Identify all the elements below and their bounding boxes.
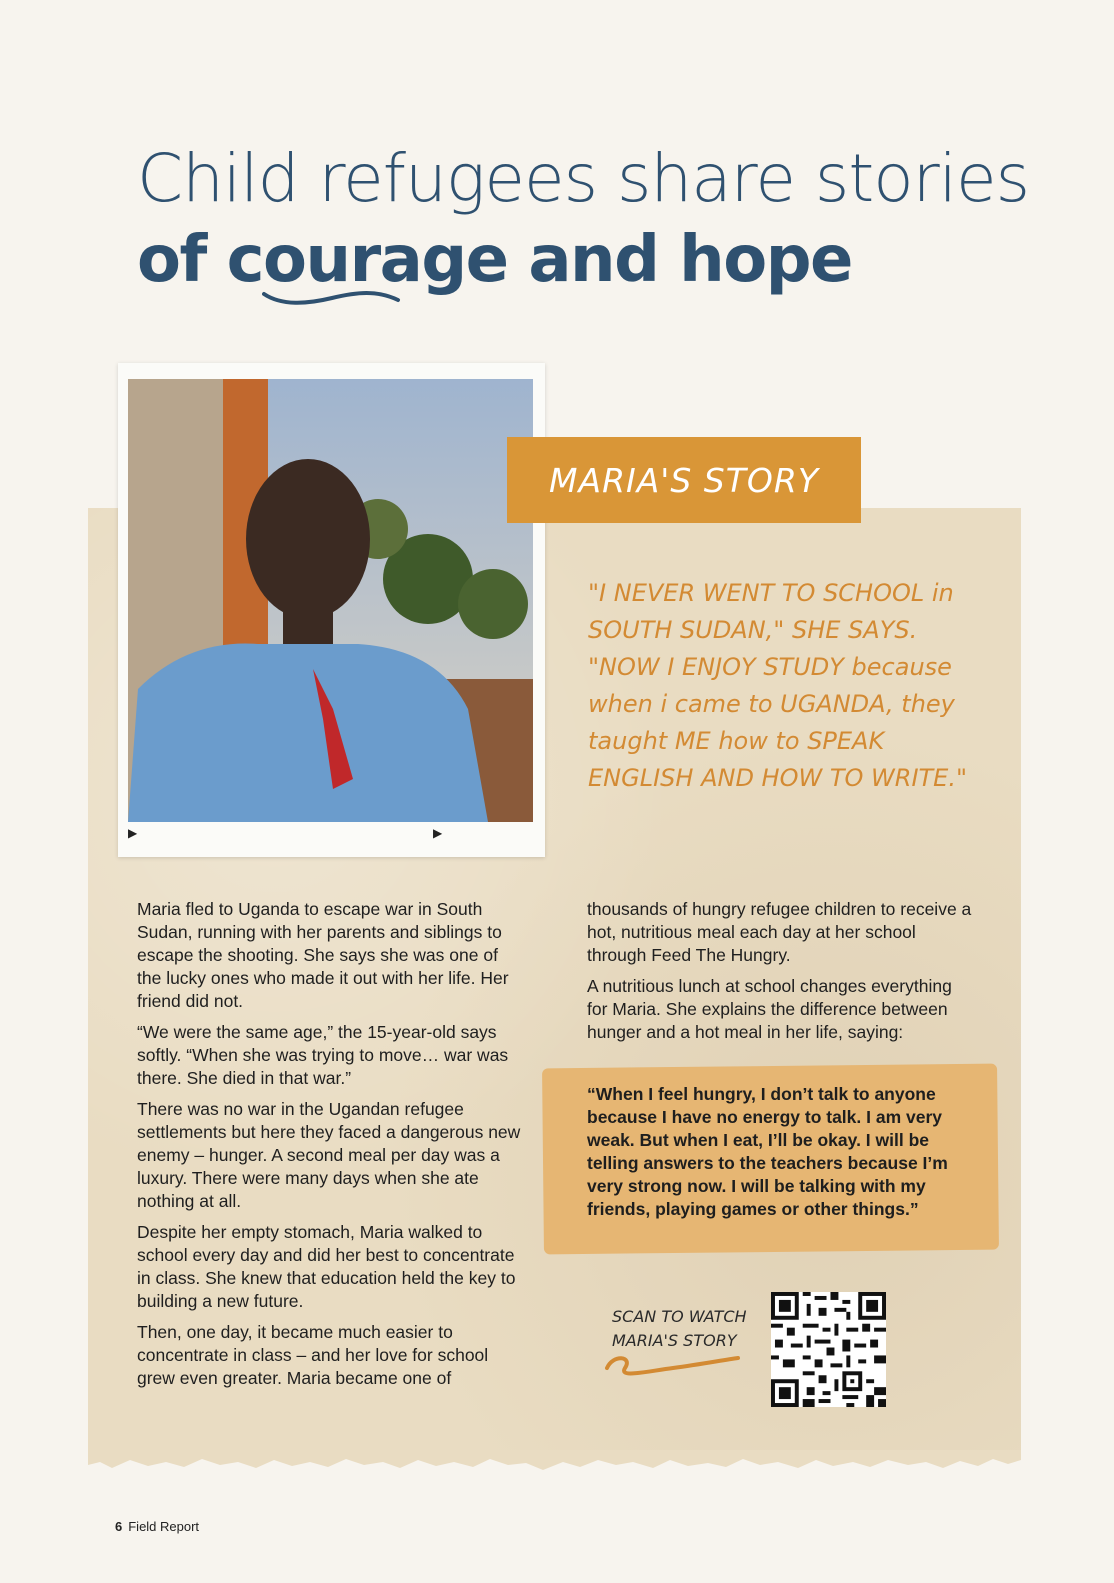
paragraph: Despite her empty stomach, Maria walked to school every day and did her best to concentrate in class. She knew that education held the key to building a new future. <box>137 1222 516 1311</box>
body-column-left <box>137 898 522 1398</box>
photo-frame <box>118 363 545 857</box>
scan-label <box>612 1305 752 1353</box>
squiggle-arrow-icon <box>603 1350 743 1380</box>
scan-label-line-2: MARIA'S STORY <box>612 1331 737 1350</box>
paragraph: Maria fled to Uganda to escape war in South Sudan, running with her parents and siblings to escape the shooting. She says she was one of the lucky ones who made it out with her life. Her friend did not. <box>137 899 509 1011</box>
paragraph: thousands of hungry refugee children to receive a hot, nutritious meal each day at her school through Feed The Hungry. <box>587 899 972 965</box>
page-footer <box>115 1519 199 1534</box>
film-arrow-icon: ▶ <box>128 826 138 840</box>
story-tag: MARIA'S STORY <box>507 437 861 523</box>
film-arrow-icon: ▶ <box>433 826 443 840</box>
torn-paper-edge <box>88 1450 1021 1482</box>
paragraph: “We were the same age,” the 15-year-old says softly. “When she was trying to move… war was there. She died in that war.” <box>137 1022 509 1088</box>
publication-label: Field Report <box>128 1519 200 1534</box>
paragraph: There was no war in the Ugandan refugee settlements but here they faced a dangerous new enemy – hunger. A second meal per day was a luxury. There were many days when she ate nothing at all. <box>137 1099 521 1211</box>
underline-swoosh-icon <box>262 286 402 308</box>
title-line-2: of courage and hope <box>137 223 852 297</box>
maria-photo <box>128 379 533 822</box>
highlight-quote: “When I feel hungry, I don’t talk to anyone because I have no energy to talk. I am very weak. But when I eat, I’ll be okay. I will be telling answers to the teachers because I’m very strong now. I will be talking with my friends, playing games or other things.” <box>587 1084 948 1219</box>
scan-label-line-1: SCAN TO WATCH <box>612 1307 747 1326</box>
paragraph: A nutritious lunch at school changes everything for Maria. She explains the difference between hunger and a hot meal in her life, saying: <box>587 976 952 1042</box>
title-line-1: Child refugees share stories <box>137 140 1030 217</box>
body-column-right <box>587 898 972 1052</box>
qr-code-icon[interactable] <box>771 1292 886 1407</box>
paragraph: Then, one day, it became much easier to concentrate in class – and her love for school grew even greater. Maria became one of <box>137 1322 489 1388</box>
page-number: 6 <box>115 1519 123 1534</box>
pull-quote: "I NEVER WENT TO SCHOOL in SOUTH SUDAN," SHE SAYS. "NOW I ENJOY STUDY because when i came to UGANDA, they taught ME how to SPEAK ENGLISH AND HOW TO WRITE." <box>588 579 968 792</box>
page-title <box>137 138 1029 300</box>
